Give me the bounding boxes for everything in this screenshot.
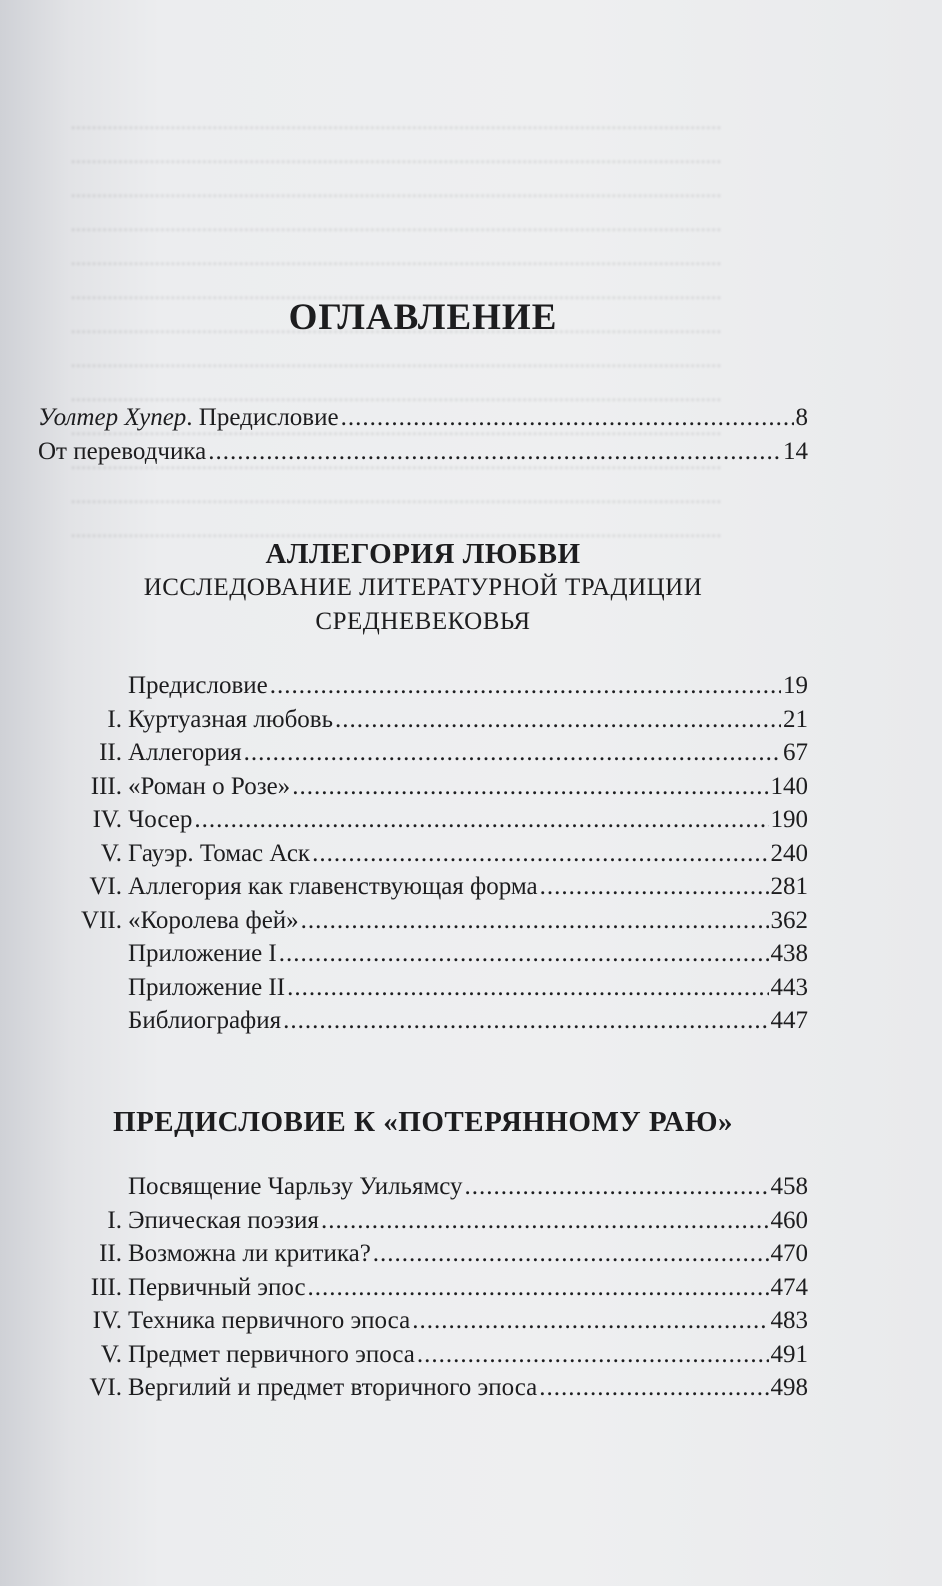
toc-entry-author: Уолтер Хупер: [38, 404, 187, 431]
dot-leader: [208, 438, 781, 466]
toc-entry-title: Куртуазная любовь: [128, 705, 334, 733]
toc-entry-page: 460: [770, 1206, 808, 1234]
toc-entry-title: Предисловие: [128, 672, 268, 699]
toc-entry-number: V.: [100, 1340, 122, 1368]
toc-entry-title: «Королева фей»: [128, 906, 299, 934]
dot-leader: [287, 974, 768, 1002]
dot-leader: [465, 1173, 769, 1201]
toc-entry: [38, 1307, 808, 1341]
toc-entry-number: III.: [90, 1273, 122, 1301]
toc-entry-page: 491: [770, 1340, 808, 1368]
toc-entry-number: VI.: [89, 873, 122, 900]
toc-entry-title: Приложение II: [128, 973, 286, 1001]
toc-entry-number: V.: [100, 839, 122, 867]
toc-entry: [38, 1274, 808, 1308]
toc-entry-title: От переводчика: [38, 437, 207, 465]
dot-leader: [292, 773, 768, 801]
toc-entry-number: IV.: [92, 806, 122, 833]
toc-entry-page: 140: [770, 772, 808, 800]
toc-entry: [38, 1207, 808, 1241]
toc-entry-title: Эпическая поэзия: [128, 1206, 319, 1234]
dot-leader: [341, 404, 794, 432]
dot-leader: [279, 940, 769, 968]
section-heading-paradise-lost: ПРЕДИСЛОВИЕ К «ПОТЕРЯННОМУ РАЮ»: [113, 1106, 733, 1138]
dot-leader: [283, 1007, 768, 1035]
dot-leader: [270, 672, 781, 700]
toc-entry-page: 483: [770, 1307, 808, 1334]
toc-entry-title: Возможна ли критика?: [128, 1240, 371, 1267]
toc-entry-number: II.: [99, 739, 122, 766]
toc-entry-title: «Роман о Розе»: [128, 772, 291, 800]
page-title: ОГЛАВЛЕНИЕ: [288, 297, 558, 338]
toc-entry-number: I.: [107, 705, 122, 733]
section-subtitle-line-1: ИССЛЕДОВАНИЕ ЛИТЕРАТУРНОЙ ТРАДИЦИИ: [143, 574, 703, 601]
toc-entry-number: IV.: [92, 1307, 122, 1334]
toc-entry-page: 240: [770, 839, 808, 867]
toc-entry: [38, 1240, 808, 1274]
toc-entry-page: 14: [783, 437, 808, 465]
front-matter-list: [38, 404, 808, 471]
toc-entry-number: I.: [107, 1206, 122, 1234]
paradise-lost-contents-list: [38, 1173, 808, 1408]
toc-entry-page: 458: [770, 1173, 808, 1200]
toc-entry-page: 438: [770, 940, 808, 967]
toc-entry-hooper-preface: [38, 404, 808, 438]
toc-entry-page: 362: [770, 906, 808, 934]
toc-entry-page: 498: [770, 1374, 808, 1401]
toc-entry: [38, 739, 808, 773]
toc-entry: [38, 907, 808, 941]
toc-entry: [38, 672, 808, 706]
dot-leader: [312, 840, 768, 868]
toc-entry: [38, 873, 808, 907]
section-subtitle-line-2: СРЕДНЕВЕКОВЬЯ: [315, 608, 531, 635]
toc-entry-page: 8: [795, 404, 808, 431]
dot-leader: [417, 1341, 769, 1369]
toc-entry-page: 470: [770, 1240, 808, 1267]
toc-entry: [38, 1173, 808, 1207]
toc-entry: [38, 773, 808, 807]
toc-entry: [38, 840, 808, 874]
toc-entry: [38, 940, 808, 974]
dot-leader: [244, 739, 781, 767]
toc-entry-title: Вергилий и предмет вторичного эпоса: [128, 1374, 538, 1401]
toc-entry: [38, 806, 808, 840]
toc-entry: [38, 1374, 808, 1408]
dot-leader: [321, 1207, 769, 1235]
toc-entry-title: Предмет первичного эпоса: [128, 1340, 415, 1368]
toc-entry-page: 443: [770, 973, 808, 1001]
allegory-contents-list: [38, 672, 808, 1041]
dot-leader: [308, 1274, 769, 1302]
toc-entry-title: Аллегория как главенствующая форма: [128, 873, 538, 900]
dot-leader: [335, 706, 781, 734]
toc-entry: [38, 1341, 808, 1375]
section-heading-allegory: АЛЛЕГОРИЯ ЛЮБВИ: [265, 538, 581, 570]
toc-entry-page: 21: [783, 705, 808, 733]
toc-entry-title: Гауэр. Томас Аск: [128, 839, 311, 867]
toc-entry-page: 474: [770, 1273, 808, 1301]
toc-entry-title: Уолтер Хупер. Предисловие: [38, 404, 339, 431]
dot-leader: [412, 1307, 768, 1335]
toc-entry-title: Первичный эпос: [128, 1273, 306, 1301]
toc-entry-number: VII.: [81, 906, 122, 934]
toc-entry-page: 447: [770, 1007, 808, 1034]
dot-leader: [373, 1240, 769, 1268]
toc-entry-translator-note: [38, 438, 808, 472]
toc-entry-page: 190: [770, 806, 808, 833]
toc-entry: [38, 1007, 808, 1041]
toc-entry-number: II.: [99, 1240, 122, 1267]
toc-entry-title: Техника первичного эпоса: [128, 1307, 411, 1334]
dot-leader: [301, 907, 769, 935]
toc-entry-number: III.: [90, 772, 122, 800]
toc-entry-title: Посвящение Чарльзу Уильямсу: [128, 1173, 463, 1200]
toc-entry: [38, 974, 808, 1008]
toc-entry-page: 19: [783, 672, 808, 699]
dot-leader: [539, 1374, 768, 1402]
toc-entry-page: 67: [783, 739, 808, 766]
toc-entry-title: Библиография: [128, 1007, 282, 1034]
dot-leader: [194, 806, 768, 834]
toc-entry-title: Аллегория: [128, 739, 242, 766]
toc-entry: [38, 706, 808, 740]
toc-entry-number: VI.: [89, 1374, 122, 1401]
toc-entry-title: Приложение I: [128, 940, 277, 967]
dot-leader: [540, 873, 769, 901]
toc-entry-page: 281: [770, 873, 808, 900]
toc-entry-title: Чосер: [128, 806, 193, 833]
